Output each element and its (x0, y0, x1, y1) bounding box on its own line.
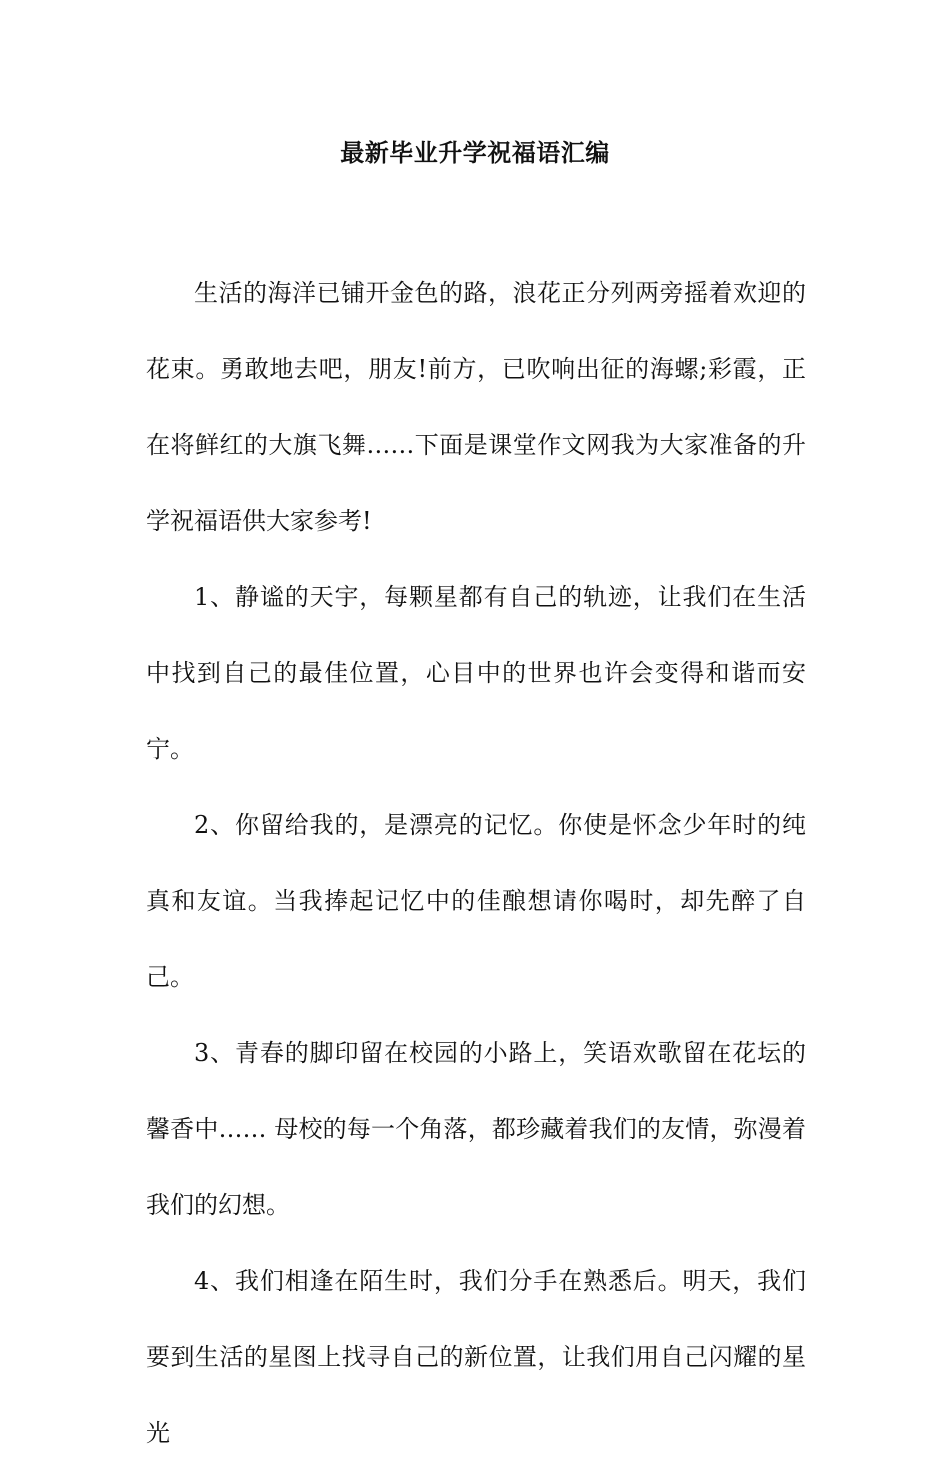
wish-paragraph-3: 3、青春的脚印留在校园的小路上，笑语欢歌留在花坛的馨香中…… 母校的每一个角落，都珍藏着我们的友情，弥漫着我们的幻想。 (146, 1039, 806, 1219)
wish-paragraph-2: 2、你留给我的，是漂亮的记忆。你使是怀念少年时的纯真和友谊。当我捧起记忆中的佳酿想请你喝时，却先醉了自己。 (146, 811, 806, 991)
wish-paragraph-1: 1、静谧的天宇，每颗星都有自己的轨迹，让我们在生活中找到自己的最佳位置，心目中的世界也许会变得和谐而安宁。 (146, 583, 806, 763)
document-title: 最新毕业升学祝福语汇编 (340, 139, 610, 167)
document-body (146, 255, 806, 1471)
intro-paragraph: 生活的海洋已铺开金色的路，浪花正分列两旁摇着欢迎的花束。勇敢地去吧，朋友!前方，已吹响出征的海螺;彩霞，正在将鲜红的大旗飞舞……下面是课堂作文网我为大家准备的升学祝福语供大家参考! (146, 279, 806, 535)
wish-paragraph-4: 4、我们相逢在陌生时，我们分手在熟悉后。明天，我们要到生活的星图上找寻自己的新位置，让我们用自己闪耀的星光 (146, 1267, 806, 1447)
